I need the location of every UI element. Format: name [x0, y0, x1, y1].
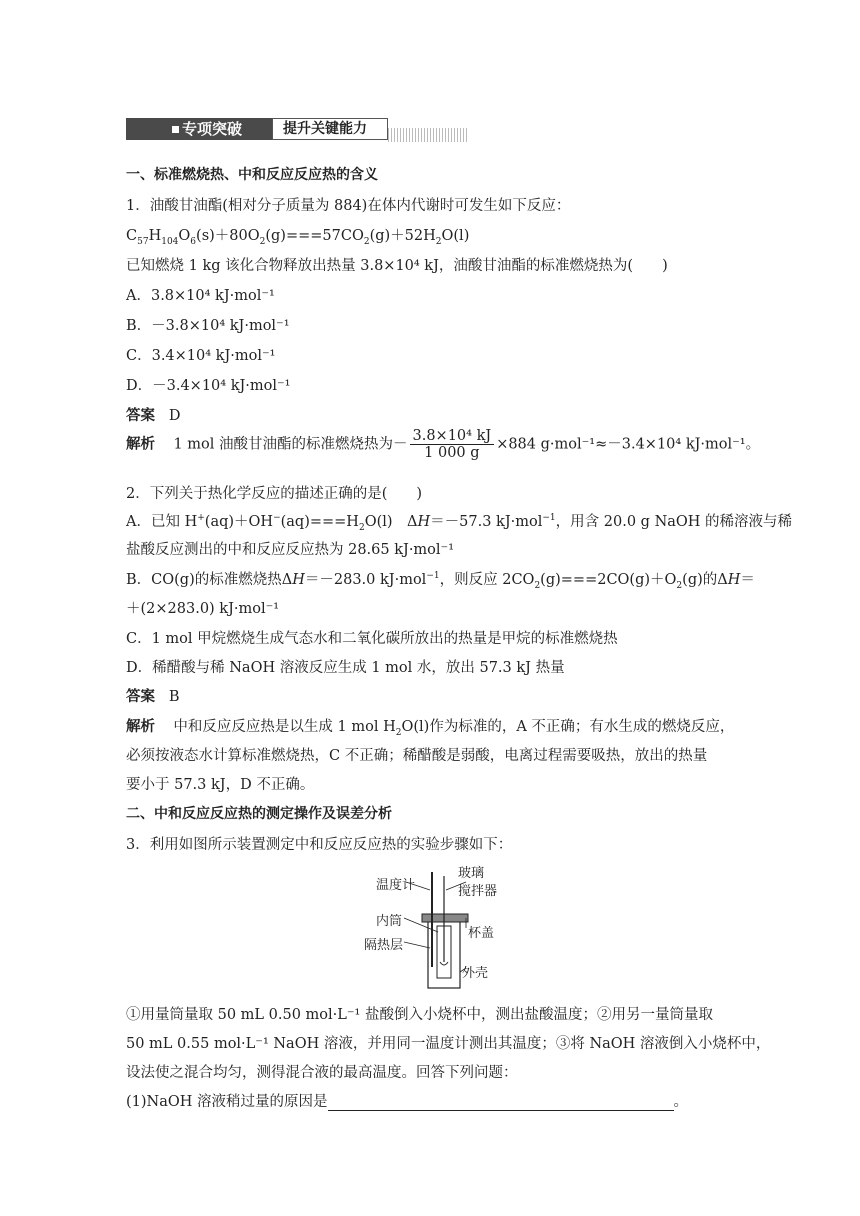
- q1-analysis: [126, 428, 760, 461]
- q2-analysis-2: 必须按液态水计算标准燃烧热，C 不正确；稀醋酸是弱酸，电离过程需要吸热，放出的热量: [126, 748, 708, 764]
- label-glass: 玻璃: [458, 866, 485, 881]
- analysis-text-end: ×884 g·mol⁻¹≈－3.4×10⁴ kJ·mol⁻¹。: [496, 436, 761, 453]
- answer-label: 答案: [126, 408, 155, 424]
- q1-stem-2: 已知燃烧 1 kg 该化合物释放出热量 3.8×10⁴ kJ，油酸甘油酯的标准燃烧热为( ): [126, 258, 668, 274]
- q3-stem: 3．利用如图所示装置测定中和反应反应热的实验步骤如下：: [126, 837, 513, 853]
- answer-value: D: [168, 408, 181, 424]
- q2-analysis-1: 解析 中和反应反应热是以生成 1 mol $H_2O(l)$作为标准的，A 不正确；有水生成的燃烧反应，: [126, 719, 735, 738]
- label-stirrer: 搅拌器: [458, 884, 498, 899]
- q1-equation: $C_{57}H_{104}O_6(s)+80O_2(g)===57CO_2(g)+52H_2O(l)$: [126, 228, 470, 247]
- q2-line-b1: B．CO(g)的标准燃烧热ΔH＝－283.0 kJ·mol$^{-1}$，则反应 $2CO_2(g)===2CO(g)+O_2(g)$的ΔH＝: [126, 571, 755, 591]
- sub1-end: 。: [673, 1094, 689, 1110]
- q2-line-c: C．1 mol 甲烷燃烧生成气态水和二氧化碳所放出的热量是甲烷的标准燃烧热: [126, 631, 618, 647]
- q3-body-3: 设法使之混合均匀，测得混合液的最高温度。回答下列问题：: [126, 1065, 518, 1081]
- q2-line-b2: ＋(2×283.0) kJ·mol⁻¹: [126, 601, 280, 617]
- calorimeter-figure: [364, 862, 500, 992]
- q2-line-a1: A．已知 $H^+(aq)+OH^-(aq)===H_2O(l)$ ΔH＝－57.3 kJ·mol$^{-1}$，用含 20.0 g NaOH 的稀溶液与稀: [126, 513, 793, 533]
- q1-option-b: B．－3.8×10⁴ kJ·mol⁻¹: [126, 318, 290, 334]
- q1-stem: 1．油酸甘油酯(相对分子质量为 884)在体内代谢时可发生如下反应：: [126, 198, 571, 214]
- label-insulation: 隔热层: [364, 938, 404, 953]
- answer-blank[interactable]: [328, 1096, 674, 1111]
- section-banner: [126, 116, 466, 142]
- analysis-label: 解析: [126, 436, 155, 453]
- fraction: [410, 428, 495, 461]
- label-lid: 杯盖: [468, 926, 495, 941]
- banner-left: 专项突破: [126, 118, 272, 140]
- label-shell: 外壳: [462, 966, 489, 981]
- q1-option-a: A．3.8×10⁴ kJ·mol⁻¹: [126, 288, 275, 304]
- section-2-heading: 二、中和反应反应热的测定操作及误差分析: [126, 806, 392, 822]
- answer-label: 答案: [126, 689, 155, 705]
- banner-stripe: [388, 128, 468, 142]
- q2-line-a2: 盐酸反应测出的中和反应反应热为 28.65 kJ·mol⁻¹: [126, 542, 455, 558]
- sub1-text: (1)NaOH 溶液稍过量的原因是: [126, 1094, 328, 1110]
- label-inner: 内筒: [376, 914, 403, 929]
- label-thermometer: 温度计: [376, 878, 416, 893]
- q3-sub-1: [126, 1090, 688, 1111]
- q2-analysis-3: 要小于 57.3 kJ，D 不正确。: [126, 777, 315, 793]
- q3-body-1: ①用量筒量取 50 mL 0.50 mol·L⁻¹ 盐酸倒入小烧杯中，测出盐酸温度；②用另一量筒量取: [126, 1007, 713, 1023]
- q3-body-2: 50 mL 0.55 mol·L⁻¹ NaOH 溶液，并用同一温度计测出其温度；③将 NaOH 溶液倒入小烧杯中，: [126, 1036, 771, 1052]
- analysis-label: 解析: [126, 719, 155, 735]
- fraction-numerator: 3.8×10⁴ kJ: [410, 428, 495, 445]
- section-1-heading: 一、标准燃烧热、中和反应反应热的含义: [126, 167, 378, 183]
- banner-right: 提升关键能力: [272, 118, 388, 140]
- q2-line-d: D．稀醋酸与稀 NaOH 溶液反应生成 1 mol 水，放出 57.3 kJ 热量: [126, 660, 565, 676]
- fraction-denominator: 1 000 g: [424, 445, 480, 461]
- q1-answer: [126, 404, 180, 425]
- answer-value: B: [168, 689, 180, 705]
- q2-stem: 2．下列关于热化学反应的描述正确的是( ): [126, 486, 423, 502]
- analysis-text: 1 mol 油酸甘油酯的标准燃烧热为－: [173, 436, 408, 453]
- q1-option-d: D．－3.4×10⁴ kJ·mol⁻¹: [126, 378, 291, 394]
- q1-option-c: C．3.4×10⁴ kJ·mol⁻¹: [126, 348, 276, 364]
- q2-answer: [126, 685, 179, 706]
- square-bullet-icon: [172, 126, 179, 133]
